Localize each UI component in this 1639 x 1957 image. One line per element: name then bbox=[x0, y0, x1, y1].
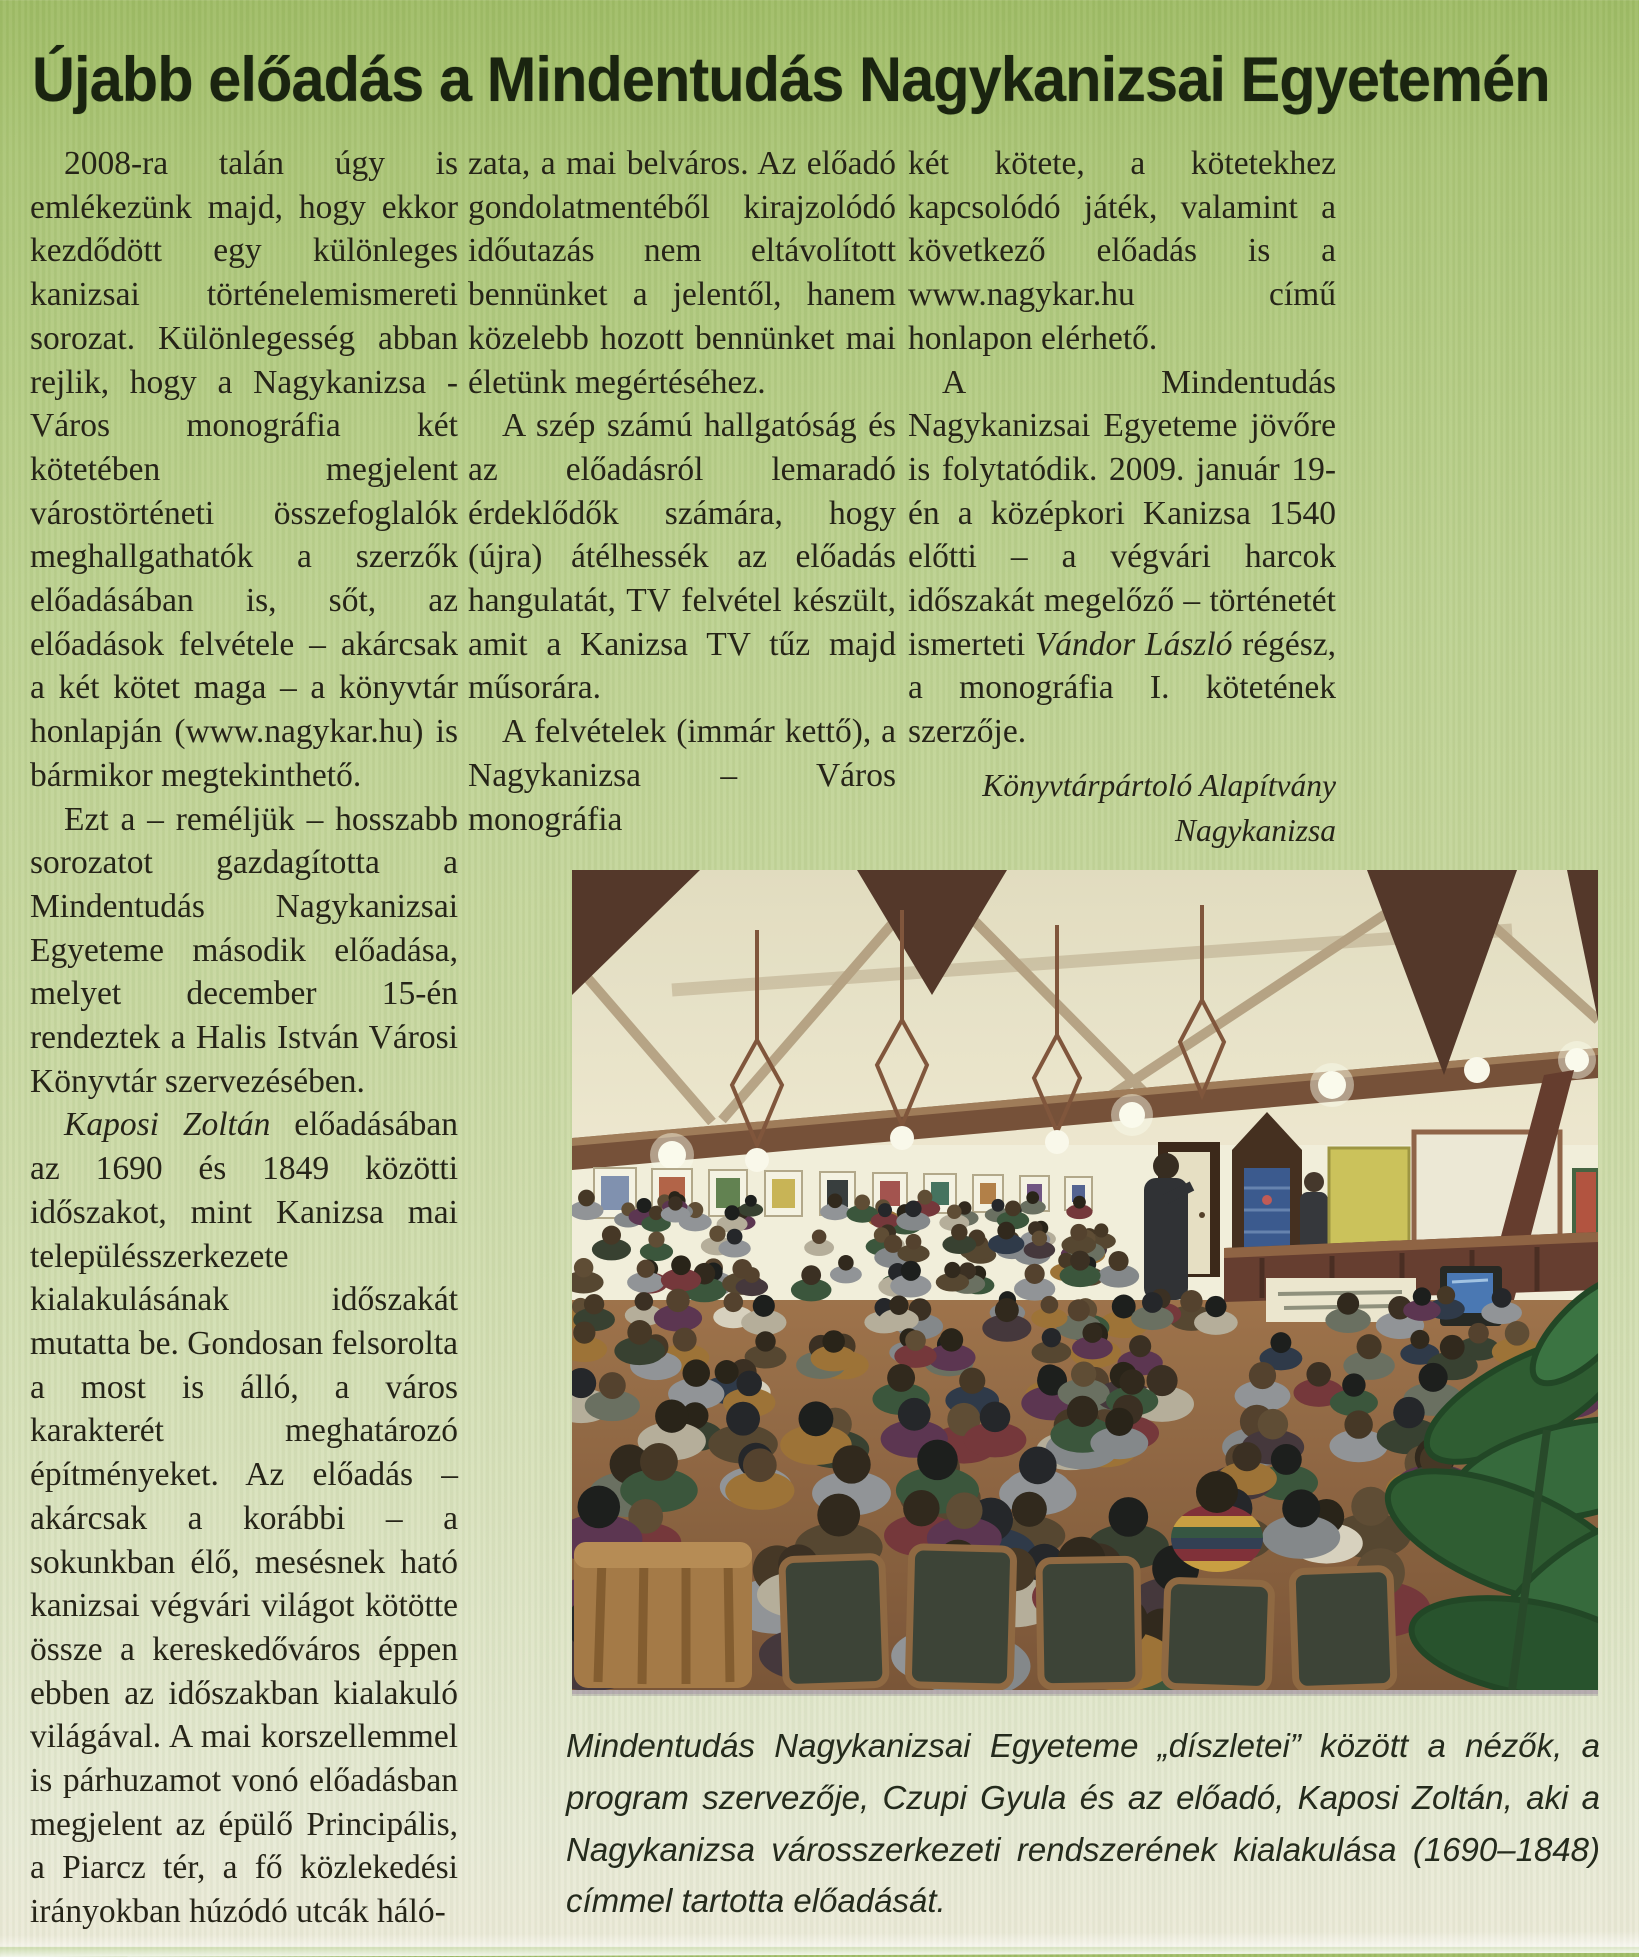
column-3-text bbox=[908, 142, 1336, 754]
signature bbox=[908, 764, 1336, 853]
article-title: Újabb előadás a Mindentudás Nagykanizsai Egyetemén bbox=[32, 45, 1550, 115]
paragraph: A szép számú hallgatóság és az előadásról lemaradó érdeklődők számára, hogy (újra) átélhessék az előadás hangulatát, TV felvétel készült, amit a Kanizsa TV tűz majd műsorára. bbox=[468, 407, 896, 707]
event-photo bbox=[572, 870, 1598, 1694]
paragraph: Ezt a – reméljük – hosszabb sorozatot gazdagította a Mindentudás Nagykanizsai Egyeteme második előadása, melyet december 15-én rendeztek a Halis István Városi Könyvtár szervezésében. bbox=[30, 800, 458, 1100]
paragraph: zata, a mai belváros. Az előadó gondolatmentéből kirajzolódó időutazás nem eltávolított bennünket a jelentől, hanem közelebb hozott bennünket mai életünk megértéséhez. bbox=[468, 145, 896, 401]
paragraph: A felvételek (immár kettő), a Nagykanizsa – Város monográfia bbox=[468, 713, 896, 838]
article-right-region bbox=[468, 142, 1613, 1934]
signature-line-2: Nagykanizsa bbox=[1175, 812, 1336, 848]
signature-line-1: Könyvtárpártoló Alapítvány bbox=[982, 767, 1336, 803]
photo-caption: Mindentudás Nagykanizsai Egyeteme „díszletei” között a nézők, a program szervezője, Czupi Gyula és az előadó, Kaposi Zoltán, aki a Nagykanizsa városszerkezeti rendszerének kialakulása (1690–1848) címmel tartotta előadását. bbox=[566, 1727, 1600, 1920]
article-column-1 bbox=[30, 142, 458, 1934]
paragraph: Kaposi Zoltán előadásában az 1690 és 1849 közötti időszakot, mint Kanizsa mai településszerkezete kialakulásának időszakát mutatta be. Gondosan felsorolta a most is álló, a város karakterét meghatározó építményeket. Az előadás – akárcsak a korábbi – a sokunkban élő, mesésnek ható kanizsai végvári világot kötötte össze a kereskedőváros éppen ebben az időszakban kialakuló világával. A mai korszellemmel is párhuzamot vonó előadásban megjelent az épülő Principális, a Piarcz tér, a fő közlekedési irányokban húzódó utcák háló- bbox=[30, 1106, 458, 1931]
paragraph: A Mindentudás Nagykanizsai Egyeteme jövőre is folytatódik. 2009. január 19-én a középkori Kanizsa 1540 előtti – a végvári harcok időszakát megelőző – történetét ismerteti Vándor László régész, a monográfia I. kötetének szerzője. bbox=[908, 363, 1336, 751]
photo-tint-overlay bbox=[572, 870, 1598, 1690]
column-2-text bbox=[468, 142, 896, 841]
article-body bbox=[30, 142, 1613, 1934]
scan-edge bbox=[0, 1931, 1639, 1957]
article-column-3 bbox=[908, 142, 1336, 870]
lecture-hall-scene bbox=[572, 870, 1598, 1690]
column-1-text bbox=[30, 142, 458, 1934]
paragraph: két kötete, a kötetekhez kapcsolódó játék, valamint a következő előadás is a www.nagykar.hu című honlapon elérhető. bbox=[908, 145, 1336, 357]
paragraph: 2008-ra talán úgy is emlékezünk majd, hogy ekkor kezdődött egy különleges kanizsai történelemismereti sorozat. Különlegesség abban rejlik, hogy a Nagykanizsa - Város monográfia két kötetében megjelent várostörténeti összefoglalók meghallgathatók a szerzők előadásában is, sőt, az előadások felvétele – akárcsak a két kötet maga – a könyvtár honlapján (www.nagykar.hu) is bármikor megtekinthető. bbox=[30, 145, 458, 794]
article-column-2 bbox=[468, 142, 896, 870]
